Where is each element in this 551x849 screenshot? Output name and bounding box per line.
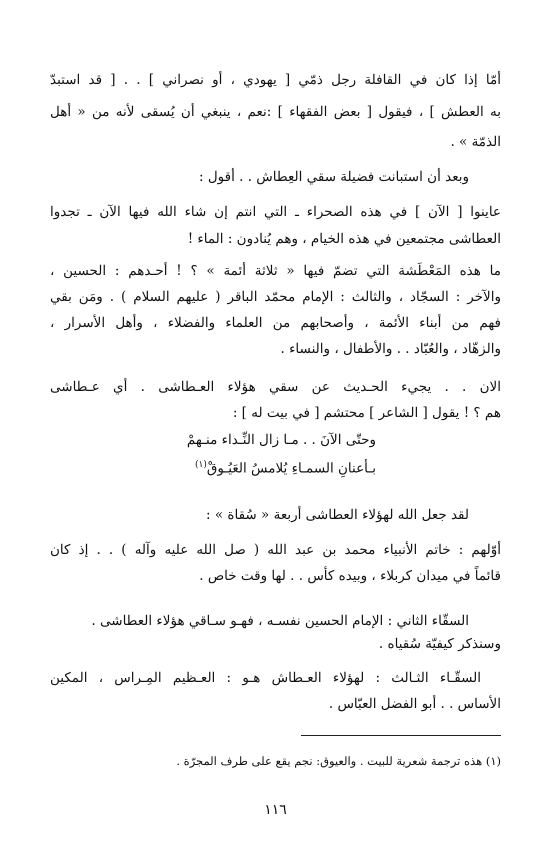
text-line: والزهّاد ، والعُبّاد . . والأطفال ، والنساء . — [280, 341, 501, 357]
text-line: عاينوا [ الآن ] في هذه الصحراء ـ التي انتم إن شاء الله فيها الآن ـ تجدوا — [50, 204, 501, 220]
text-line: الان . . يجيء الحـديث عن سقي هؤلاء العـطاشى . أي عـطاشى — [50, 379, 501, 395]
page-number: ١١٦ — [264, 802, 287, 818]
text-line: الذمّة » . — [450, 134, 501, 150]
poem-verse — [195, 455, 376, 479]
poem-verse: وحتّى الآنَ . . مـا زال النِّـداء منـهمْ — [186, 432, 376, 448]
text-line: قائماً في ميدان كربلاء ، وبيده كأس . . لها وقت خاص . — [199, 568, 501, 584]
poem-verse-text: بـأعنانِ السمـاءِ يُلامسُ العَيُـوقْ — [206, 460, 376, 477]
text-line: هم ؟ ! يقول [ الشاعر ] محتشم [ في بيت له ] : — [232, 405, 501, 421]
text-line: الأساس . . أبو الفضل العبّاس . — [328, 696, 501, 712]
footnote-marker: (١) — [195, 460, 207, 470]
text-line: السقّـاء الثـالث : لهؤلاء العـطاش هـو : العـظيم المِـراس ، المكين — [50, 670, 481, 686]
text-line: العطاشى مجتمعين في هذه الخيام ، وهم يُنادون : الماء ! — [187, 231, 501, 247]
text-line: وبعد أن استبانت فضيلة سقي العِطاش . . أقول : — [199, 169, 469, 185]
text-line: به العطش ] ، فيقول [ بعض الفقهاء ] :نعم ، ينبغي أن يُسقى لأنه من « أهل — [50, 104, 501, 120]
text-line: ما هذه المَعْطَشة التي تضمّ فيها « ثلاثة أئمة » ؟ ! أحـدهم : الحسين ، — [50, 263, 501, 279]
text-line: فهم من أبناء الأئمة ، وأصحابهم من العلماء والفضلاء ، وأهل الأسرار ، — [50, 315, 501, 331]
text-line: وسنذكر كيفيّة سُقياه . — [378, 636, 501, 652]
footnote: (١) هذه ترجمة شعرية للبيت . والعيوق: نجم يقع على طرف المجرّة . — [176, 754, 501, 768]
text-line: السقّاء الثاني : الإمام الحسين نفسـه ، فهـو سـاقي هؤلاء العطاشى . — [91, 613, 469, 629]
text-line: أوّلهم : خاتم الأنبياء محمد بن عبد الله ( صل الله عليه وآله ) . . إذ كان — [50, 542, 501, 558]
footnote-divider — [301, 735, 501, 736]
text-line: والآخر : السجّاد ، والثالث : الإمام محمّد الباقر ( عليهم السلام ) . ومَن بقي — [50, 289, 501, 305]
text-line: أمّا إذا كان في القافلة رجل ذمّي [ يهودي ، أو نصراني ] . . [ قد استبدّ — [50, 72, 501, 88]
text-line: لقد جعل الله لهؤلاء العطاشى أربعة « سُقاة » : — [206, 507, 469, 523]
